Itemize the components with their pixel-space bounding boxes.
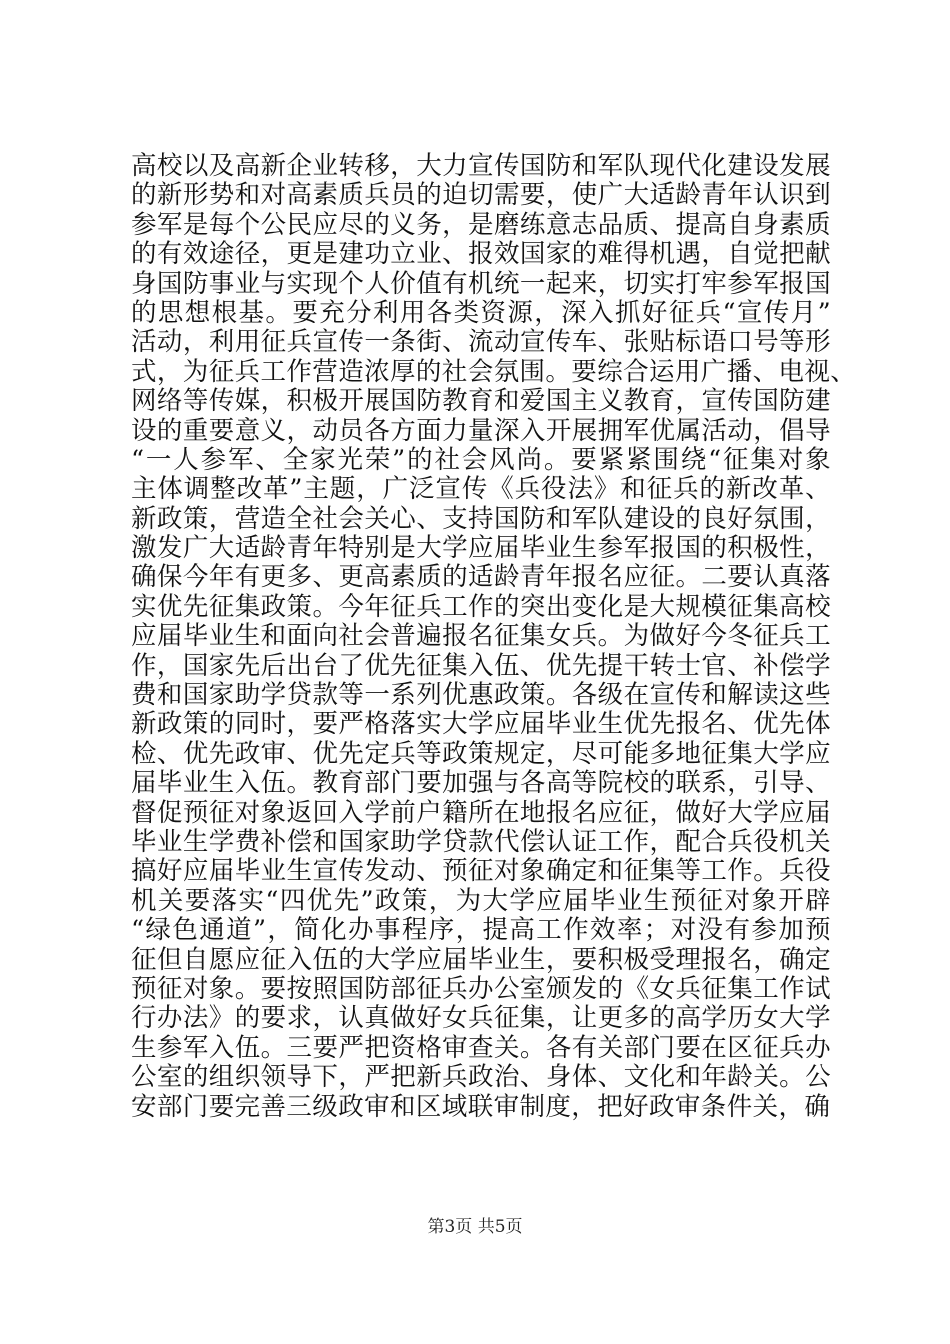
text-line: 毕业生学费补偿和国家助学贷款代偿认证工作，配合兵役机关: [131, 826, 831, 857]
text-line: 搞好应届毕业生宣传发动、预征对象确定和征集等工作。兵役: [131, 856, 831, 887]
text-line: 督促预征对象返回入学前户籍所在地报名应征，做好大学应届: [131, 797, 831, 828]
text-line: 网络等传媒，积极开展国防教育和爱国主义教育，宣传国防建: [131, 386, 831, 417]
text-line: 激发广大适龄青年特别是大学应届毕业生参军报国的积极性，: [131, 533, 831, 564]
text-line: 检、优先政审、优先定兵等政策规定，尽可能多地征集大学应: [131, 738, 831, 769]
text-line: 新政策的同时，要严格落实大学应届毕业生优先报名、优先体: [131, 709, 831, 740]
text-line: 高校以及高新企业转移，大力宣传国防和军队现代化建设发展: [131, 151, 831, 181]
text-line: 确保今年有更多、更高素质的适龄青年报名应征。二要认真落: [131, 562, 831, 593]
text-line: 新政策，营造全社会关心、支持国防和军队建设的良好氛围，: [131, 503, 831, 534]
page-footer: 第3页 共5页: [427, 1217, 523, 1237]
text-line: 征但自愿应征入伍的大学应届毕业生，要积极受理报名，确定: [131, 944, 831, 975]
text-line: “绿色通道”，简化办事程序，提高工作效率；对没有参加预: [131, 915, 831, 946]
text-line: 的有效途径，更是建功立业、报效国家的难得机遇，自觉把献: [131, 239, 831, 270]
text-line: 费和国家助学贷款等一系列优惠政策。各级在宣传和解读这些: [131, 680, 831, 711]
text-line: 实优先征集政策。今年征兵工作的突出变化是大规模征集高校: [131, 591, 831, 622]
text-line: 行办法》的要求，认真做好女兵征集，让更多的高学历女大学: [131, 1003, 831, 1034]
text-line: 生参军入伍。三要严把资格审查关。各有关部门要在区征兵办: [131, 1032, 831, 1063]
text-line: 主体调整改革”主题，广泛宣传《兵役法》和征兵的新改革、: [131, 474, 831, 505]
text-line: 届毕业生入伍。教育部门要加强与各高等院校的联系，引导、: [131, 768, 831, 799]
text-line: “一人参军、全家光荣”的社会风尚。要紧紧围绕“征集对象: [131, 444, 831, 475]
document-body: [131, 151, 857, 1122]
text-line: 预征对象。要按照国防部征兵办公室颁发的《女兵征集工作试: [131, 973, 831, 1004]
text-line: 的新形势和对高素质兵员的迫切需要，使广大适龄青年认识到: [131, 180, 831, 211]
text-line: 参军是每个公民应尽的义务，是磨练意志品质、提高自身素质: [131, 209, 831, 240]
text-line: 的思想根基。要充分利用各类资源，深入抓好征兵“宣传月”: [131, 297, 831, 328]
text-line: 公室的组织领导下，严把新兵政治、身体、文化和年龄关。公: [131, 1062, 831, 1093]
text-line: 作，国家先后出台了优先征集入伍、优先提干转士官、补偿学: [131, 650, 831, 681]
text-line: 安部门要完善三级政审和区域联审制度，把好政审条件关，确: [131, 1091, 831, 1122]
text-line: 活动，利用征兵宣传一条街、流动宣传车、张贴标语口号等形: [131, 327, 831, 358]
text-line: 式，为征兵工作营造浓厚的社会氛围。要综合运用广播、电视、: [131, 356, 857, 387]
text-line: 应届毕业生和面向社会普遍报名征集女兵。为做好今冬征兵工: [131, 621, 831, 652]
text-line: 身国防事业与实现个人价值有机统一起来，切实打牢参军报国: [131, 268, 831, 299]
text-line: 机关要落实“四优先”政策，为大学应届毕业生预征对象开辟: [131, 885, 831, 916]
text-line: 设的重要意义，动员各方面力量深入开展拥军优属活动，倡导: [131, 415, 831, 446]
